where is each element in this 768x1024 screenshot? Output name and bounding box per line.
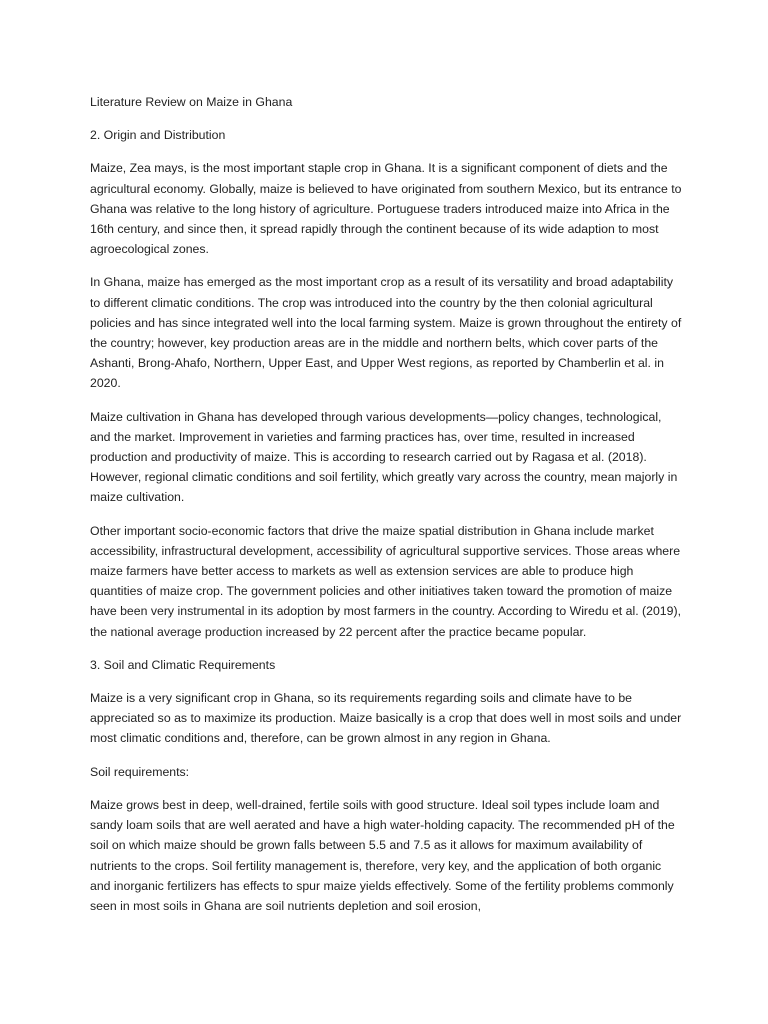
paragraph: Maize grows best in deep, well-drained, fertile soils with good structure. Ideal soil types include loam and sandy loam soils that are well aerated and have a high water-holding capacity. The recommended pH of the soil on which maize should be grown falls between 5.5 and 7.5 as it allows for maximum availability of nutrients to the crops. Soil fertility management is, therefore, very key, and the application of both organic and inorganic fertilizers has effects to spur maize yields effectively. Some of the fertility problems commonly seen in most soils in Ghana are soil nutrients depletion and soil erosion, (90, 797, 675, 913)
paragraph: Maize cultivation in Ghana has developed through various developments—policy changes, technological, and the market. Improvement in varieties and farming practices has, over time, resulted in increased production and productivity of maize. This is according to research carried out by Ragasa et al. (2018). However, regional climatic conditions and soil fertility, which greatly vary across the country, mean majorly in maize cultivation. (90, 409, 678, 505)
paragraph: In Ghana, maize has emerged as the most important crop as a result of its versatility and broad adaptability to different climatic conditions. The crop was introduced into the country by the then colonial agricultural policies and has since integrated well into the local farming system. Maize is grown throughout the entirety of the country; however, key production areas are in the middle and northern belts, which cover parts of the Ashanti, Brong-Ahafo, Northern, Upper East, and Upper West regions, as reported by Chamberlin et al. in 2020. (90, 275, 682, 391)
paragraph: Maize, Zea mays, is the most important staple crop in Ghana. It is a significant component of diets and the agricultural economy. Globally, maize is believed to have originated from southern Mexico, but its entrance to Ghana was relative to the long history of agriculture. Portuguese traders introduced maize into Africa in the 16th century, and since then, it spread rapidly through the continent because of its wide adaption to most agroecological zones. (90, 161, 682, 257)
subheading-soil-requirements: Soil requirements: (90, 764, 190, 779)
paragraph: Other important socio-economic factors that drive the maize spatial distribution in Ghana include market accessibility, infrastructural development, accessibility of agricultural supportive services. Those areas where maize farmers have better access to markets as well as extension services are able to produce high quantities of maize crop. The government policies and other initiatives taken toward the promotion of maize have been very instrumental in its adoption by most farmers in the country. According to Wiredu et al. (2019), the national average production increased by 22 percent after the practice became popular. (90, 523, 681, 639)
document-title: Literature Review on Maize in Ghana (90, 95, 293, 109)
paragraph: Maize is a very significant crop in Ghana, so its requirements regarding soils and climate have to be appreciated so as to maximize its production. Maize basically is a crop that does well in most soils and under most climatic conditions and, therefore, can be grown almost in any region in Ghana. (90, 691, 682, 746)
document-page (90, 92, 682, 929)
section-heading-origin: 2. Origin and Distribution (90, 128, 226, 143)
section-heading-soil-climate: 3. Soil and Climatic Requirements (90, 657, 276, 672)
